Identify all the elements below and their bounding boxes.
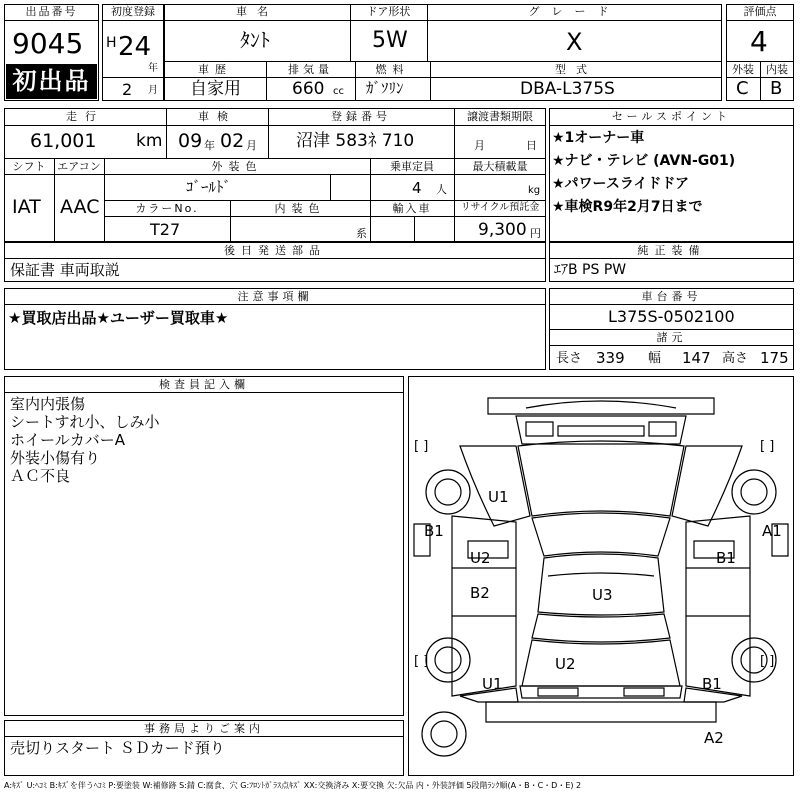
inspector-line: シートすれ小、しみ小 <box>10 413 160 431</box>
car-name-value: ﾀﾝﾄ <box>240 28 270 52</box>
score-ext-value: C <box>736 78 749 99</box>
inspection-month: 02 <box>220 130 245 152</box>
front-fender-right <box>672 446 742 526</box>
damage-mark: U1 <box>488 488 509 506</box>
grade-label: グレード <box>528 5 621 18</box>
registration-month-unit: 月 <box>148 85 158 96</box>
model-code-value: DBA-L375S <box>520 79 615 99</box>
door-label: ドア形状 <box>366 5 411 18</box>
header-block <box>164 4 722 101</box>
equipment-label: 純正装備 <box>637 244 706 257</box>
rear-bumper <box>486 702 716 722</box>
bracket-front-right: [ ] <box>760 439 775 454</box>
score-label: 評価点 <box>743 5 777 18</box>
height-value: 175 <box>760 349 789 367</box>
damage-mark: B1 <box>424 522 444 540</box>
door-value: 5W <box>372 28 408 53</box>
chassis-value: L375S-0502100 <box>608 307 735 326</box>
model-code-label: 型式 <box>555 63 597 76</box>
equipment-value: ｴｱB PS PW <box>554 262 627 278</box>
interior-color-unit: 系 <box>356 227 367 240</box>
inspector-line: 外装小傷有り <box>10 449 101 467</box>
front-grille <box>526 401 676 408</box>
damage-mark: U2 <box>470 549 491 567</box>
damage-mark: A2 <box>704 729 724 747</box>
roof <box>538 554 664 615</box>
legend-footer: A:ｷｽﾞ U:ﾍｺﾐ B:ｷｽﾞを伴うﾍｺﾐ P:要塗装 W:補修跡 S:錆 C:腐食、穴 G:ﾌﾛﾝﾄｶﾞﾗｽ点ｷｽﾞ XX:交換済み X:要交換 欠:欠品 内・外装評価 5段階ﾗﾝｸ順(A・B・C・D・E) 2 <box>4 781 582 790</box>
aircon-value: AAC <box>60 196 100 218</box>
dimensions-label: 諸元 <box>656 331 687 344</box>
left-side <box>452 516 516 696</box>
damage-mark: B1 <box>716 549 736 567</box>
history-value: 自家用 <box>190 79 241 99</box>
car-outline-diagram <box>408 376 794 776</box>
fuel-label: 燃料 <box>375 63 410 76</box>
spare-tire <box>422 712 466 756</box>
office-label: 事務局よりご案内 <box>144 722 264 735</box>
sales-point-item: ★車検R9年2月7日まで <box>552 199 703 215</box>
damage-mark: B1 <box>702 675 722 693</box>
grade-value: X <box>566 28 583 56</box>
inspection-month-unit: 月 <box>246 139 257 152</box>
wheel-front-right <box>732 470 776 514</box>
inspection-year: 09 <box>178 130 203 152</box>
sunroof-line <box>548 573 654 576</box>
inspector-line: 室内内張傷 <box>10 395 86 413</box>
recycle-unit: 円 <box>530 227 541 240</box>
score-value: 4 <box>750 25 768 58</box>
transfer-month-unit: 月 <box>474 139 485 152</box>
length-label: 長さ <box>556 351 583 366</box>
registration-year: 24 <box>118 32 152 62</box>
interior-color-label: 内装色 <box>274 202 326 215</box>
transfer-day-unit: 日 <box>526 139 537 152</box>
import-label: 輸入車 <box>392 202 432 215</box>
sales-point-item: ★1オーナー車 <box>552 130 645 146</box>
inspection-year-unit: 年 <box>204 139 215 152</box>
damage-mark: B2 <box>470 584 490 602</box>
wheel-front-left <box>426 470 470 514</box>
score-int-label: 内装 <box>766 63 788 76</box>
front-lamp-left <box>526 422 553 436</box>
notes-label: 注意事項欄 <box>237 290 313 303</box>
displacement-label: 排気量 <box>288 63 333 76</box>
registration-month: 2 <box>122 80 133 99</box>
registration-era: H <box>106 35 117 51</box>
front-lamp-right <box>649 422 676 436</box>
inspector-line: ＡＣ不良 <box>10 467 71 485</box>
registration-year-unit: 年 <box>148 63 158 74</box>
inspection-label: 車検 <box>198 110 236 123</box>
sales-point-item: ★パワースライドドア <box>552 176 690 192</box>
shift-value: IAT <box>12 196 41 218</box>
color-no-value: T27 <box>150 220 181 239</box>
fuel-value: ｶﾞｿﾘﾝ <box>366 79 404 97</box>
car-name-label: 車名 <box>236 5 278 18</box>
registration-label: 初度登録 <box>111 5 155 18</box>
first-listing-badge: 初出品 <box>6 64 97 99</box>
capacity-unit: 人 <box>436 183 447 196</box>
max-load-unit: kg <box>528 185 541 196</box>
aircon-label: エアコン <box>57 160 101 173</box>
exterior-color-value: ｺﾞｰﾙﾄﾞ <box>186 178 232 196</box>
length-value: 339 <box>596 349 625 367</box>
width-value: 147 <box>682 349 711 367</box>
bracket-rear-right: [ ] <box>760 654 775 669</box>
recycle-value: 9,300 <box>478 220 527 240</box>
chassis-label: 車台番号 <box>641 290 702 303</box>
damage-mark: A1 <box>762 522 782 540</box>
displacement-unit: cc <box>333 86 344 97</box>
wheel-rear-left <box>426 638 470 682</box>
mileage-value: 61,001 <box>30 130 97 152</box>
shift-label: シフト <box>12 160 46 173</box>
capacity-value: 4 <box>412 179 422 197</box>
height-label: 高さ <box>722 351 749 366</box>
capacity-label: 乗車定員 <box>390 160 434 173</box>
damage-mark: U1 <box>482 675 503 693</box>
rear-glass <box>532 614 670 642</box>
score-int-value: B <box>770 78 783 99</box>
right-side <box>686 516 750 696</box>
recycle-label: リサイクル預託金 <box>460 202 540 213</box>
exterior-color-label: 外装色 <box>211 160 263 173</box>
tailgate <box>522 640 680 686</box>
plate-label: 登録番号 <box>331 110 391 123</box>
lot-number: 9045 <box>12 27 84 60</box>
max-load-label: 最大積載量 <box>472 160 528 173</box>
plate-value: 沼津 583ﾈ 710 <box>296 131 415 151</box>
inspector-label: 検査員記入欄 <box>159 378 249 391</box>
bracket-rear-left: [ ] <box>414 654 429 669</box>
sales-points-box <box>549 108 794 242</box>
history-label: 車歴 <box>198 63 232 76</box>
mileage-unit: km <box>136 131 163 151</box>
later-items-label: 後日発送部品 <box>224 244 326 257</box>
notes-value: ★買取店出品★ユーザー買取車★ <box>8 309 229 327</box>
spec-block <box>4 108 546 242</box>
transfer-deadline-label: 譲渡書類期限 <box>467 110 533 123</box>
color-no-label: カラーNo. <box>135 202 199 215</box>
score-ext-label: 外装 <box>732 63 754 76</box>
lot-label: 出品番号 <box>25 5 78 18</box>
later-items-value: 保証書 車両取説 <box>10 261 120 279</box>
displacement-value: 660 <box>292 79 325 99</box>
mileage-label: 走行 <box>66 110 104 123</box>
windshield <box>532 513 670 556</box>
damage-mark: U2 <box>555 655 576 673</box>
office-value: 売切りスタート ＳＤカード預り <box>10 739 225 757</box>
sales-points-label: セールスポイント <box>611 110 731 123</box>
inspector-line: ホイールカバーA <box>10 431 125 449</box>
sales-point-item: ★ナビ・テレビ (AVN-G01) <box>552 153 736 169</box>
bracket-front-left: [ ] <box>414 439 429 454</box>
width-label: 幅 <box>648 351 662 366</box>
front-fender-left <box>460 446 530 526</box>
damage-mark: U3 <box>592 586 613 604</box>
hood <box>518 441 684 516</box>
